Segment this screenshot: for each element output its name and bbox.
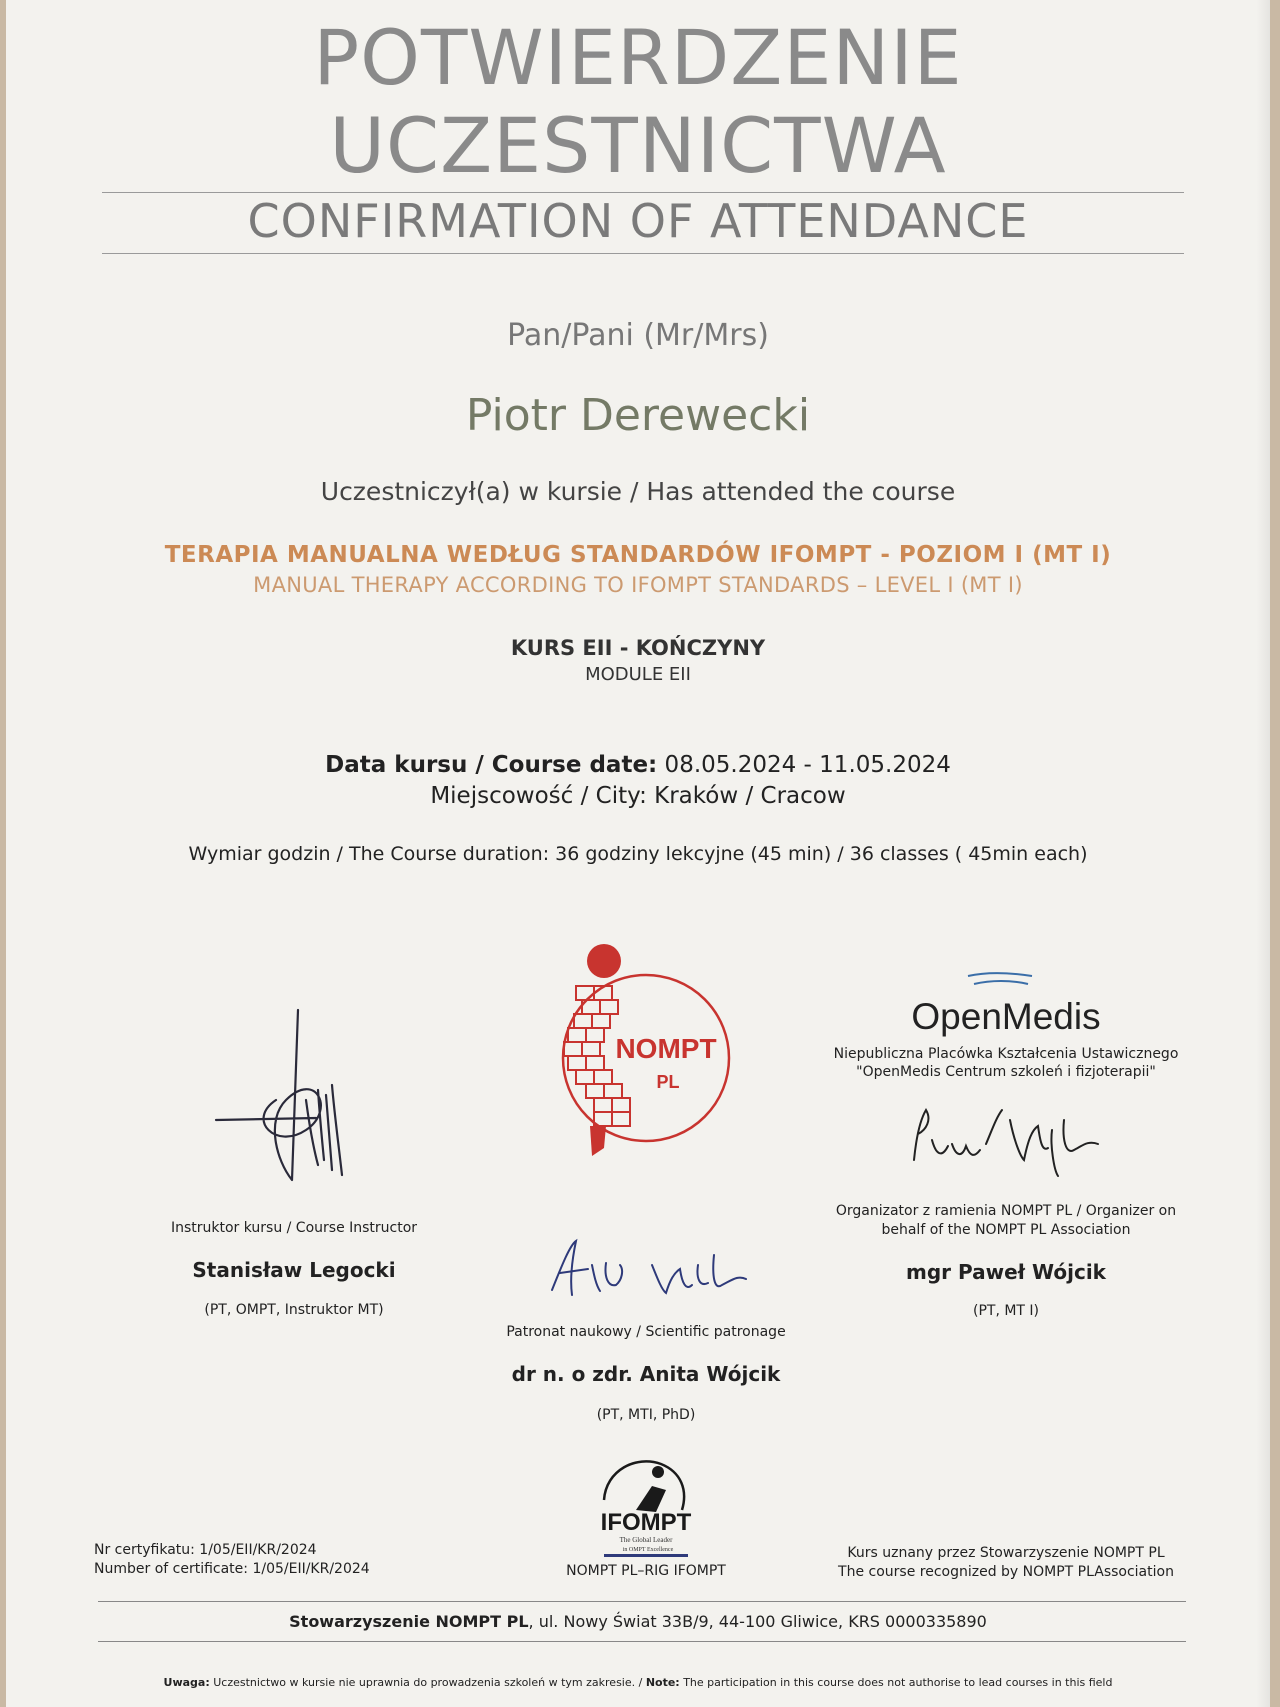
nompt-logo	[546, 938, 746, 1188]
ifompt-tagline-2: in OMPT Excellence	[622, 1547, 674, 1553]
salutation: Pan/Pani (Mr/Mrs)	[507, 318, 769, 353]
footer-uwaga-text: Uczestnictwo w kursie nie uprawnia do prowadzenia szkoleń w tym zakresie. /	[209, 1676, 646, 1689]
certificate-number-pl: Nr certyfikatu: 1/05/EII/KR/2024	[94, 1542, 317, 1558]
openmedis-org-line2: "OpenMedis Centrum szkoleń i fizjoterapii"	[856, 1064, 1156, 1080]
openmedis-wave-icon	[966, 970, 1036, 992]
recipient-name: Piotr Derewecki	[465, 390, 811, 441]
course-city: Miejscowość / City: Kraków / Cracow	[430, 783, 846, 809]
footer-address	[6, 1612, 1270, 1631]
organizer-role-line2: behalf of the NOMPT PL Association	[881, 1222, 1131, 1238]
organizer-role-line1: Organizator z ramienia NOMPT PL / Organizer on	[835, 1203, 1177, 1219]
nompt-logo-pl: PL	[656, 1072, 680, 1092]
attended-text: Uczestniczył(a) w kursie / Has attended the course	[320, 477, 956, 506]
title-line-2: UCZESTNICTWA	[329, 101, 947, 190]
patron-name: dr n. o zdr. Anita Wójcik	[511, 1362, 781, 1386]
title-divider-bottom	[102, 253, 1184, 254]
recognition-en: The course recognized by NOMPT PLAssociation	[838, 1564, 1174, 1580]
course-title-pl: TERAPIA MANUALNA WEDŁUG STANDARDÓW IFOMPT - POZIOM I (MT I)	[164, 542, 1112, 568]
organizer-name: mgr Paweł Wójcik	[906, 1260, 1106, 1284]
ifompt-logo	[576, 1450, 716, 1562]
footer-divider-bottom	[98, 1641, 1186, 1642]
organizer-credentials: (PT, MT I)	[972, 1303, 1040, 1319]
certificate-number-en: Number of certificate: 1/05/EII/KR/2024	[94, 1561, 370, 1577]
openmedis-logo-text: OpenMedis	[911, 996, 1101, 1037]
module-subtitle: MODULE EII	[585, 664, 691, 685]
instructor-credentials: (PT, OMPT, Instruktor MT)	[204, 1302, 384, 1318]
footer-uwaga-label: Uwaga:	[163, 1676, 210, 1689]
organizer-signature	[902, 1100, 1102, 1180]
footer-address-rest: , ul. Nowy Świat 33B/9, 44-100 Gliwice, KRS 0000335890	[528, 1612, 987, 1631]
patron-role: Patronat naukowy / Scientific patronage	[506, 1324, 786, 1340]
ifompt-logo-text: IFOMPT	[600, 1509, 692, 1536]
course-dates	[6, 752, 1270, 778]
subtitle: CONFIRMATION OF ATTENDANCE	[247, 194, 1029, 248]
patron-signature	[542, 1235, 752, 1305]
title-line-1: POTWIERDZENIE	[313, 13, 963, 102]
footer-address-bold: Stowarzyszenie NOMPT PL	[289, 1612, 529, 1631]
course-date-label: Data kursu / Course date:	[325, 752, 658, 778]
nompt-logo-text: NOMPT	[615, 1033, 717, 1064]
certificate-page	[6, 0, 1270, 1707]
module-title: KURS EII - KOŃCZYNY	[510, 636, 766, 660]
instructor-role: Instruktor kursu / Course Instructor	[170, 1220, 418, 1236]
footer-note	[6, 1676, 1270, 1689]
ifompt-tagline-1: The Global Leader	[619, 1536, 673, 1544]
footer-note-text: The participation in this course does not authorise to lead courses in this field	[679, 1676, 1113, 1689]
ifompt-caption: NOMPT PL–RIG IFOMPT	[566, 1563, 726, 1579]
instructor-name: Stanisław Legocki	[192, 1258, 396, 1282]
title-divider-top	[102, 192, 1184, 193]
openmedis-org-line1: Niepubliczna Placówka Kształcenia Ustawicznego	[833, 1046, 1179, 1062]
instructor-signature	[206, 1000, 366, 1200]
course-title-en: MANUAL THERAPY ACCORDING TO IFOMPT STANDARDS – LEVEL I (MT I)	[253, 573, 1023, 597]
recognition-pl: Kurs uznany przez Stowarzyszenie NOMPT PL	[847, 1545, 1165, 1561]
footer-divider-top	[98, 1601, 1186, 1602]
footer-note-label: Note:	[645, 1676, 680, 1689]
course-duration: Wymiar godzin / The Course duration: 36 godziny lekcyjne (45 min) / 36 classes ( 45min each)	[188, 843, 1088, 865]
course-date-value: 08.05.2024 - 11.05.2024	[657, 752, 951, 778]
patron-credentials: (PT, MTI, PhD)	[596, 1407, 696, 1423]
